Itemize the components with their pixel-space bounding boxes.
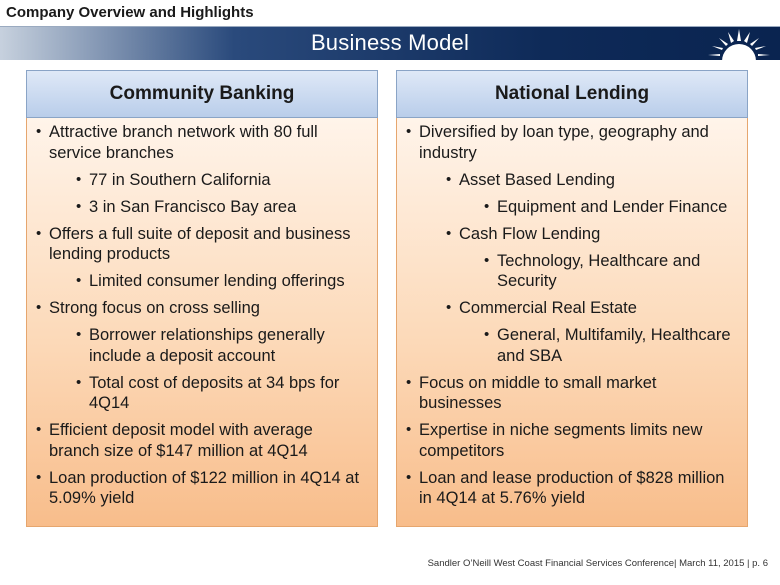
list-item: • Total cost of deposits at 34 bps for 4Q14 bbox=[67, 373, 367, 414]
bullet-list bbox=[397, 122, 737, 509]
sunburst-logo-icon bbox=[704, 27, 774, 61]
section-title: Company Overview and Highlights bbox=[6, 4, 254, 21]
panel-body bbox=[396, 118, 748, 527]
panel-body bbox=[26, 118, 378, 527]
list-item: • Commercial Real Estate bbox=[437, 298, 737, 319]
list-item: • Loan and lease production of $828 million in 4Q14 at 5.76% yield bbox=[397, 468, 737, 509]
list-item: • 3 in San Francisco Bay area bbox=[67, 197, 367, 218]
list-item: • General, Multifamily, Healthcare and SBA bbox=[475, 325, 737, 366]
list-item: • Focus on middle to small market businesses bbox=[397, 373, 737, 414]
list-item: • Expertise in niche segments limits new competitors bbox=[397, 420, 737, 461]
title-banner bbox=[0, 26, 780, 60]
list-item: • Limited consumer lending offerings bbox=[67, 271, 367, 292]
page-title: Business Model bbox=[310, 30, 470, 55]
panel-title: Community Banking bbox=[26, 70, 378, 118]
list-item: • Asset Based Lending bbox=[437, 170, 737, 191]
list-item: • Diversified by loan type, geography and industry bbox=[397, 122, 737, 163]
list-item: • Strong focus on cross selling bbox=[27, 298, 367, 319]
list-item: • 77 in Southern California bbox=[67, 170, 367, 191]
list-item: • Cash Flow Lending bbox=[437, 224, 737, 245]
list-item: • Efficient deposit model with average branch size of $147 million at 4Q14 bbox=[27, 420, 367, 461]
panel-title: National Lending bbox=[396, 70, 748, 118]
list-item: • Offers a full suite of deposit and business lending products bbox=[27, 224, 367, 265]
list-item: • Equipment and Lender Finance bbox=[475, 197, 737, 218]
list-item: • Technology, Healthcare and Security bbox=[475, 251, 737, 292]
community-banking-panel bbox=[26, 70, 378, 527]
list-item: • Borrower relationships generally include a deposit account bbox=[67, 325, 367, 366]
national-lending-panel bbox=[396, 70, 748, 527]
footer-citation: Sandler O’Neill West Coast Financial Services Conference| March 11, 2015 | p. 6 bbox=[427, 558, 768, 569]
list-item: • Loan production of $122 million in 4Q14 at 5.09% yield bbox=[27, 468, 367, 509]
list-item: • Attractive branch network with 80 full service branches bbox=[27, 122, 367, 163]
bullet-list bbox=[27, 122, 367, 509]
